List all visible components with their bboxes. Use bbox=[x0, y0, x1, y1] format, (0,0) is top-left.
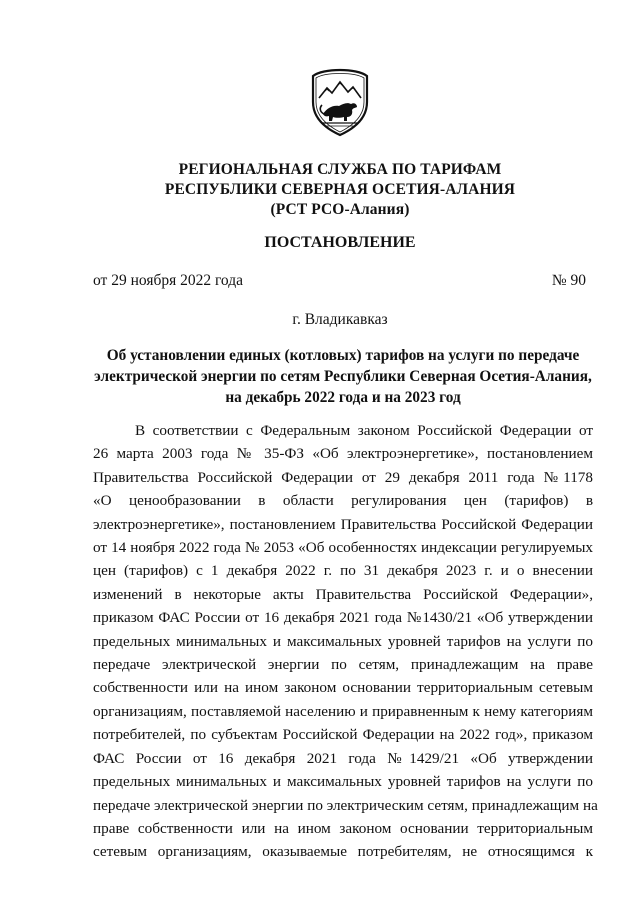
document-date: от 29 ноября 2022 года bbox=[93, 272, 244, 289]
body-paragraph bbox=[93, 419, 598, 864]
organization-header bbox=[0, 160, 640, 220]
document-type: ПОСТАНОВЛЕНИЕ bbox=[264, 234, 416, 251]
header-line-2: РЕСПУБЛИКИ СЕВЕРНАЯ ОСЕТИЯ-АЛАНИЯ bbox=[164, 181, 516, 198]
body-line: праве собственности или на ином законом основании территориальным bbox=[93, 819, 593, 837]
body-line: изменений в некоторые акты Правительства Российской Федерации», bbox=[93, 585, 593, 603]
body-line: В соответствии с Федеральным законом Российской Федерации от bbox=[135, 422, 593, 439]
body-line: потребителей, по субъектам Российской Федерации на 2022 год», приказом bbox=[93, 726, 593, 744]
coat-of-arms-icon bbox=[303, 64, 377, 138]
body-line: организациям, поставляемой населению и приравненным к нему категориям bbox=[93, 702, 593, 720]
body-line: предельных минимальных и максимальных уровней тарифов на услуги по bbox=[93, 632, 593, 650]
body-line: электроэнергетике», постановлением Правительства Российской Федерации bbox=[93, 515, 593, 533]
body-line: цен (тарифов) с 1 декабря 2022 г. по 31 декабря 2023 г. и о внесении bbox=[93, 562, 593, 580]
body-line: от 14 ноября 2022 года № 2053 «Об особенностях индексации регулируемых bbox=[93, 539, 593, 557]
title-line-3: на декабрь 2022 года и на 2023 год bbox=[225, 389, 461, 406]
body-line: приказом ФАС России от 16 декабря 2021 года №1430/21 «Об утверждении bbox=[93, 609, 593, 627]
header-line-1: РЕГИОНАЛЬНАЯ СЛУЖБА ПО ТАРИФАМ bbox=[178, 161, 502, 178]
body-line: сетевым организациям, оказываемые потребителям, не относящимся к bbox=[93, 843, 593, 861]
body-line: 26 марта 2003 года № 35-ФЗ «Об электроэнергетике», постановлением bbox=[93, 445, 593, 463]
body-line: передаче электрической энергии по электрическим сетям, принадлежащим на bbox=[93, 796, 598, 814]
body-line: предельных минимальных и максимальных уровней тарифов на услуги по bbox=[93, 773, 593, 791]
body-line: собственности или на ином законом основании территориальным сетевым bbox=[93, 679, 593, 697]
header-line-3: (РСТ РСО-Алания) bbox=[270, 201, 410, 218]
body-line: ФАС России от 16 декабря 2021 года №1429/21 «Об утверждении bbox=[93, 749, 593, 767]
body-line: передаче электрической энергии по сетям, принадлежащим на праве bbox=[93, 656, 593, 674]
title-line-1: Об установлении единых (котловых) тарифов на услуги по передаче bbox=[106, 347, 580, 364]
title-line-2: электрической энергии по сетям Республики Северная Осетия-Алания, bbox=[94, 368, 592, 385]
body-line: Правительства Российской Федерации от 29 декабря 2011 года №1178 bbox=[93, 468, 593, 486]
body-line: «О ценообразовании в области регулирования цен (тарифов) в bbox=[93, 492, 593, 510]
document-city: г. Владикавказ bbox=[292, 311, 388, 328]
document-title bbox=[93, 345, 593, 408]
document-number: № 90 bbox=[551, 272, 586, 289]
